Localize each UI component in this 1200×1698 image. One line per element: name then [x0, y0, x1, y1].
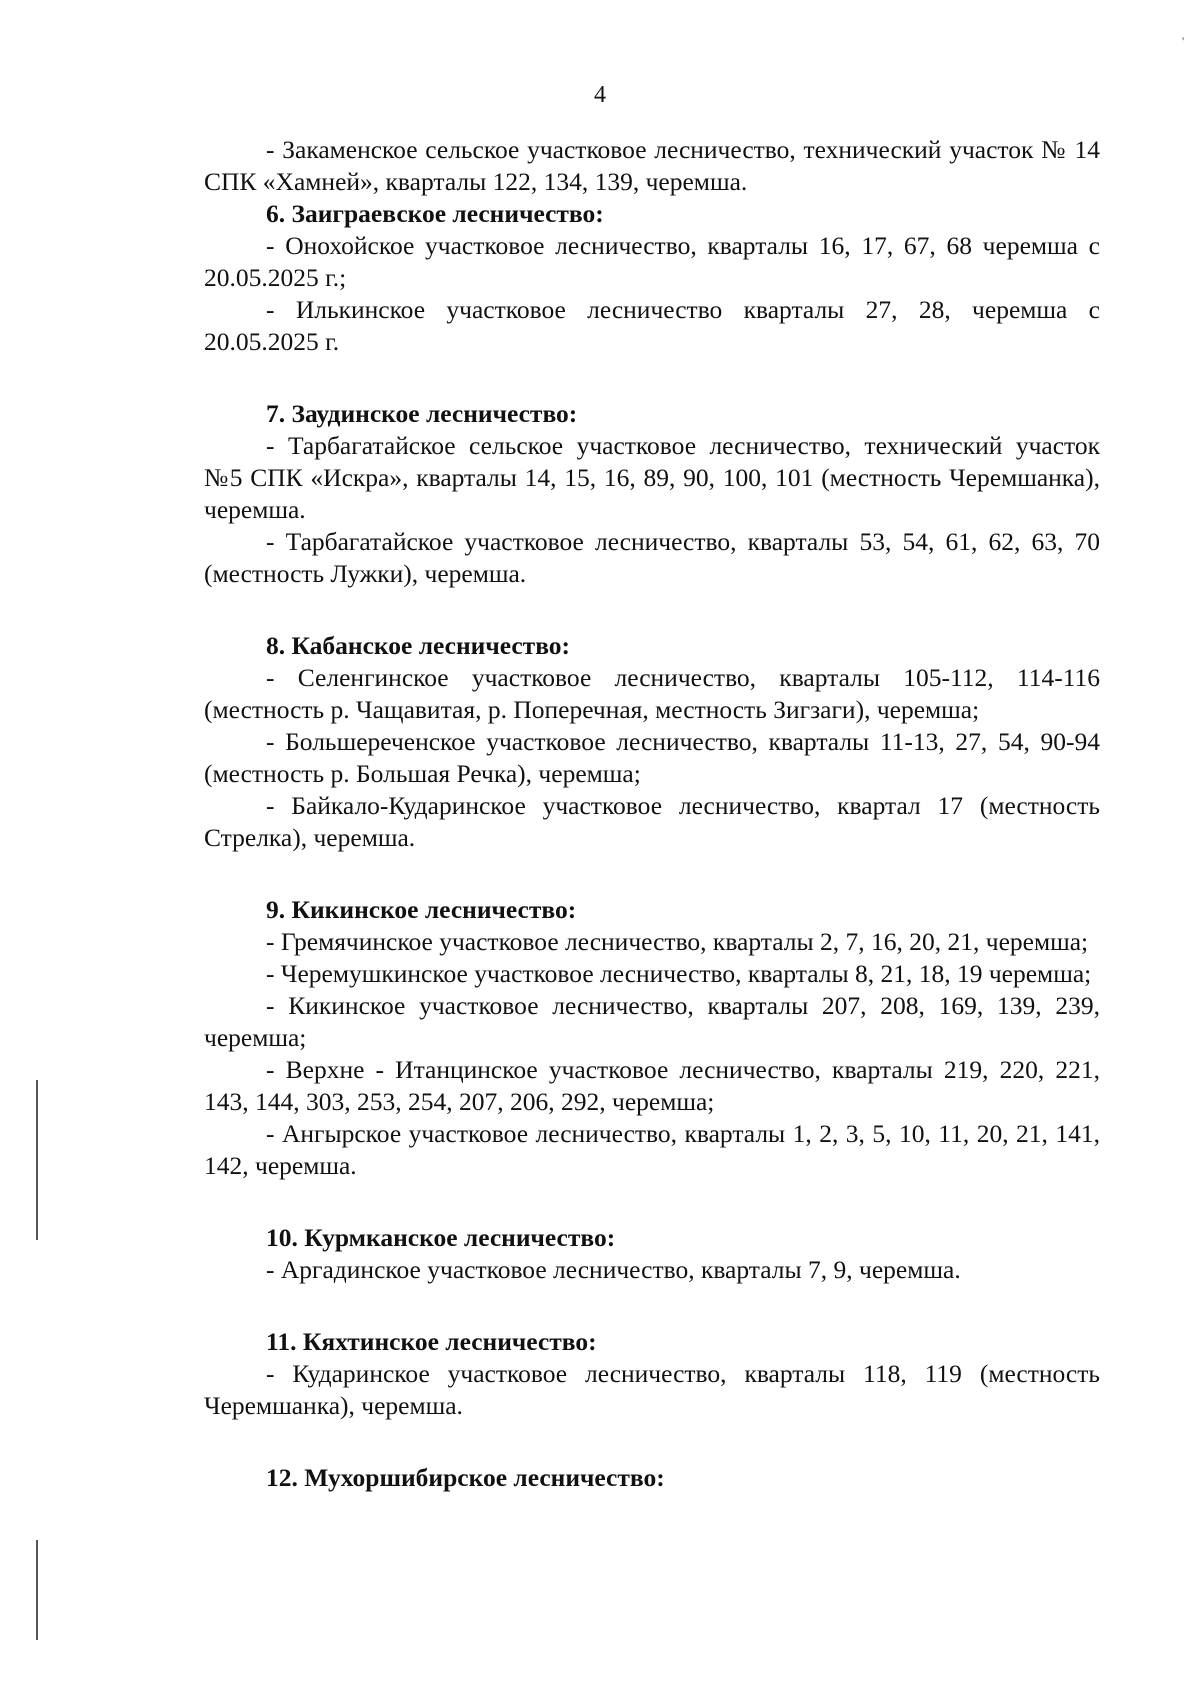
section-heading: 11. Кяхтинское лесничество:: [266, 1327, 597, 1356]
section-item: - Ангырское участковое лесничество, кварталы 1, 2, 3, 5, 10, 11, 20, 21, 141, 142, черемша.: [204, 1119, 1100, 1180]
section-item: - Онохойское участковое лесничество, кварталы 16, 17, 67, 68 черемша с 20.05.2025 г.;: [204, 231, 1100, 292]
intro-paragraph: - Закаменское сельское участковое лесничество, технический участок № 14 СПК «Хамней», кварталы 122, 134, 139, черемша.: [204, 135, 1100, 196]
section-block: [204, 894, 1100, 1182]
section-block: [204, 198, 1100, 358]
section-heading: 7. Заудинское лесничество:: [266, 399, 578, 428]
section-item: - Большереченское участковое лесничество, кварталы 11-13, 27, 54, 90-94 (местность р. Большая Речка), черемша;: [204, 727, 1100, 788]
document-body: [204, 134, 1100, 1494]
section-block: [204, 630, 1100, 854]
section-heading: 6. Заиграевское лесничество:: [266, 199, 604, 228]
section-item: - Байкало-Кударинское участковое лесничество, квартал 17 (местность Стрелка), черемша.: [204, 791, 1100, 852]
section-item: - Аргадинское участковое лесничество, кварталы 7, 9, черемша.: [266, 1255, 961, 1284]
section-item: - Тарбагатайское сельское участковое лесничество, технический участок №5 СПК «Искра», кварталы 14, 15, 16, 89, 90, 100, 101 (местность Черемшанка), черемша.: [204, 431, 1100, 524]
section-block: [204, 1222, 1100, 1286]
scan-artifact-mark: ': [1182, 34, 1185, 48]
scan-binding-line: [36, 1540, 38, 1640]
section-item: - Кударинское участковое лесничество, кварталы 118, 119 (местность Черемшанка), черемша.: [204, 1359, 1100, 1420]
section-heading: 10. Курмканское лесничество:: [266, 1223, 616, 1252]
intro-block: [204, 134, 1100, 198]
section-item: - Селенгинское участковое лесничество, кварталы 105-112, 114-116 (местность р. Чащавитая, р. Поперечная, местность Зигзаги), черемша;: [204, 663, 1100, 724]
section-item: - Илькинское участковое лесничество кварталы 27, 28, черемша с 20.05.2025 г.: [204, 295, 1100, 356]
section-block: [204, 1462, 1100, 1494]
section-item: - Гремячинское участковое лесничество, кварталы 2, 7, 16, 20, 21, черемша;: [266, 927, 1089, 956]
scan-binding-line: [36, 1080, 38, 1240]
section-heading: 9. Кикинское лесничество:: [266, 895, 577, 924]
section-block: [204, 398, 1100, 590]
section-item: - Черемушкинское участковое лесничество, кварталы 8, 21, 18, 19 черемша;: [266, 959, 1092, 988]
sections-list: [204, 198, 1100, 1494]
section-item: - Кикинское участковое лесничество, кварталы 207, 208, 169, 139, 239, черемша;: [204, 991, 1100, 1052]
section-item: - Тарбагатайское участковое лесничество, кварталы 53, 54, 61, 62, 63, 70 (местность Лужки), черемша.: [204, 527, 1100, 588]
section-heading: 12. Мухоршибирское лесничество:: [266, 1463, 665, 1492]
page-number: 4: [594, 82, 606, 108]
section-block: [204, 1326, 1100, 1422]
section-heading: 8. Кабанское лесничество:: [266, 631, 571, 660]
section-item: - Верхне - Итанцинское участковое лесничество, кварталы 219, 220, 221, 143, 144, 303, 253, 254, 207, 206, 292, черемша;: [204, 1055, 1100, 1116]
